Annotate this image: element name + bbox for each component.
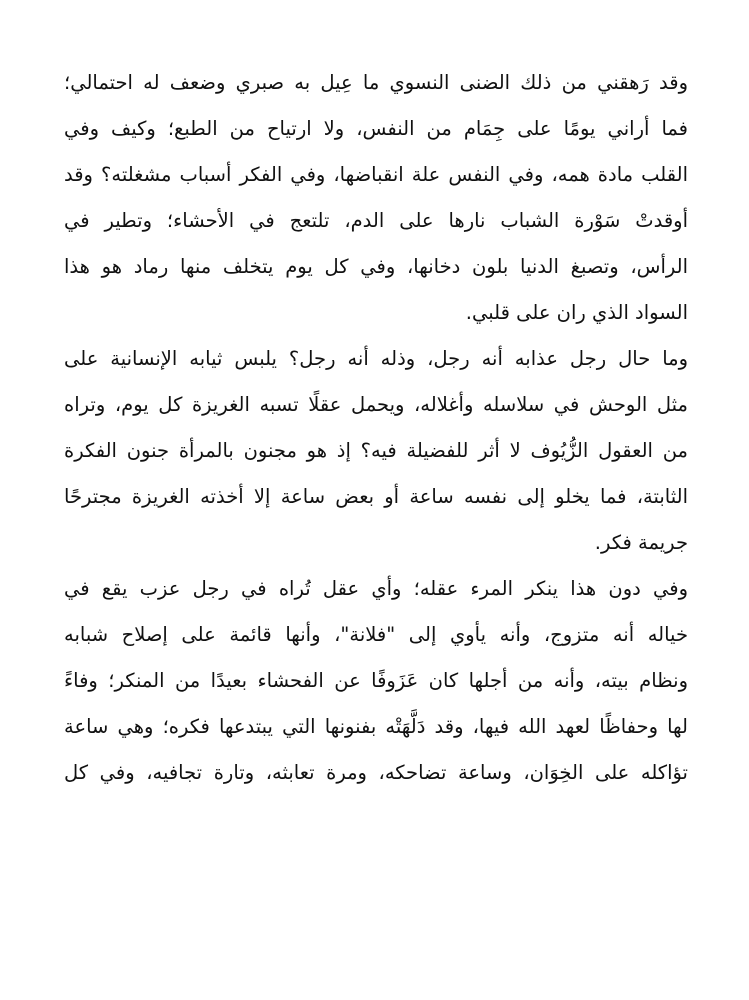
- text-line: خياله أنه متزوج، وأنه يأوي إلى "فلانة"، وأنها قائمة على إصلاح شبابه: [64, 623, 688, 646]
- paragraph-1: [64, 60, 688, 336]
- text-line: وفي دون هذا ينكر المرء عقله؛ وأي عقل تُراه في رجل عزب يقع في: [64, 577, 688, 600]
- paragraph-3: [64, 566, 688, 796]
- text-line: القلب مادة همه، وفي النفس علة انقباضها، وفي الفكر أسباب مشغلته؟ وقد: [64, 163, 688, 186]
- text-line: الثابتة، فما يخلو إلى نفسه ساعة أو بعض ساعة إلا أخذته الغريزة مجترحًا: [64, 485, 688, 508]
- document-page: [64, 60, 688, 796]
- text-line: مثل الوحش في سلاسله وأغلاله، ويحمل عقلًا تسبه الغريزة كل يوم، وتراه: [64, 393, 688, 416]
- text-line: الرأس، وتصبغ الدنيا بلون دخانها، وفي كل يوم يتخلف منها رماد هو هذا: [64, 255, 688, 278]
- text-line: وما حال رجل عذابه أنه رجل، وذله أنه رجل؟ يلبس ثيابه الإنسانية على: [64, 347, 688, 370]
- text-line: لها وحفاظًا لعهد الله فيها، وقد دَلَّهَتْه بفنونها التي يبتدعها فكره؛ وهي ساعة: [64, 715, 688, 738]
- text-line: السواد الذي ران على قلبي.: [465, 301, 688, 324]
- text-line: من العقول الزُّيُوف لا أثر للفضيلة فيه؟ إذ هو مجنون بالمرأة جنون الفكرة: [64, 439, 688, 462]
- text-line: جريمة فكر.: [594, 531, 688, 554]
- text-line: فما أراني يومًا على جِمَام من النفس، ولا ارتياح من الطبع؛ وكيف وفي: [64, 117, 688, 140]
- text-line: أوقدتْ سَوْرة الشباب نارها على الدم، تلتعج في الأحشاء؛ وتطير في: [64, 209, 688, 232]
- paragraph-2: [64, 336, 688, 566]
- text-line: وقد رَهقني من ذلك الضنى النسوي ما عِيل به صبري وضعف له احتمالي؛: [64, 71, 688, 94]
- text-line: تؤاكله على الخِوَان، وساعة تضاحكه، ومرة تعابثه، وتارة تجافيه، وفي كل: [64, 761, 688, 784]
- text-line: ونظام بيته، وأنه من أجلها كان عَزَوفًا عن الفحشاء بعيدًا من المنكر؛ وفاءً: [64, 669, 688, 692]
